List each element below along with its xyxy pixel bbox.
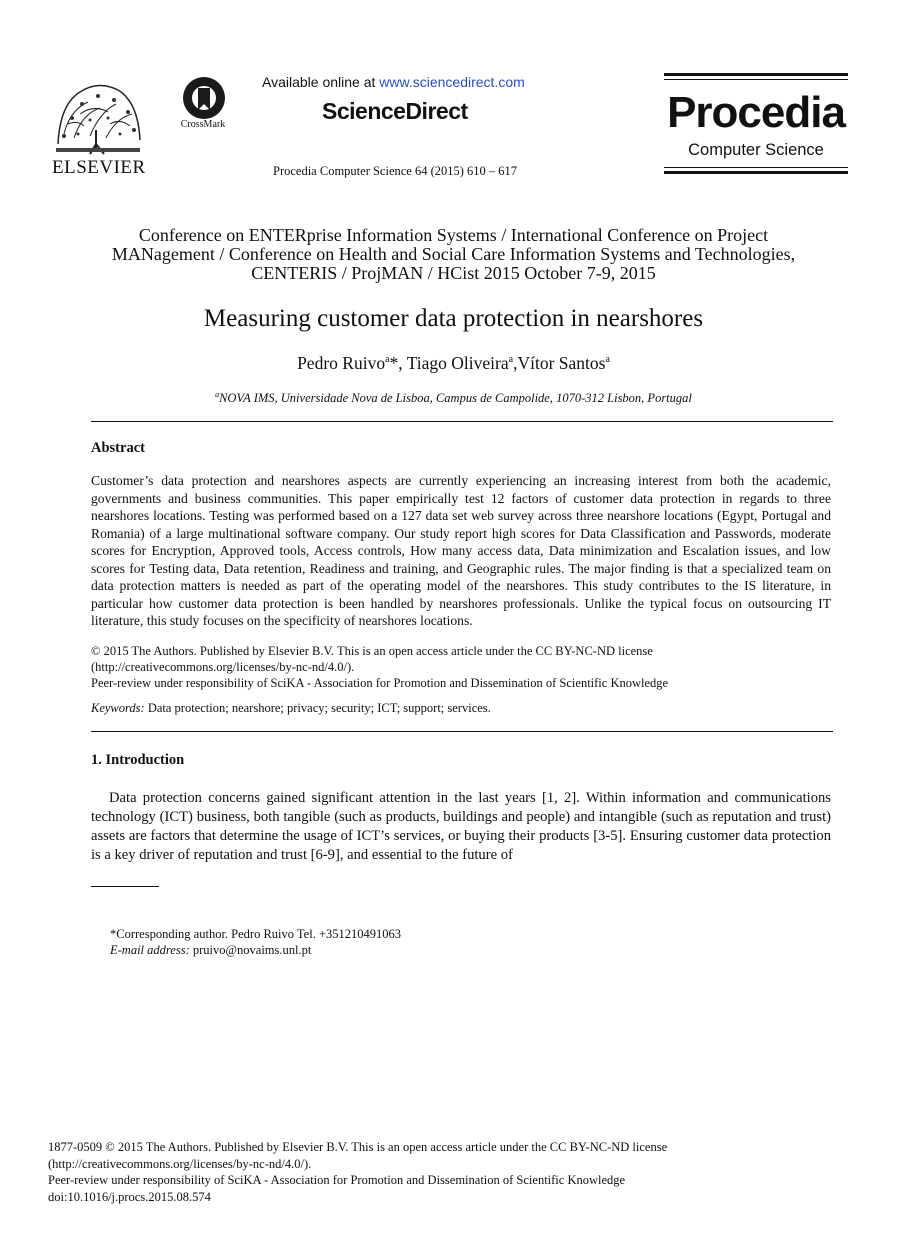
procedia-title: Procedia bbox=[667, 88, 845, 137]
divider bbox=[91, 421, 833, 422]
sciencedirect-link[interactable]: www.sciencedirect.com bbox=[379, 74, 525, 90]
affiliation: $^a$NOVA IMS, Universidade Nova de Lisboa, Campus de Campolide, 1070-312 Lisbon, Portugal bbox=[215, 390, 692, 406]
conference-info: Conference on ENTERprise Information Systems / International Conference on Project MANagement / Conference on Health and Social Care Information Systems and Technologies, CENTERIS / ProjMAN / HCist 2015 October 7-9, 2015 bbox=[111, 225, 796, 283]
doi[interactable]: doi:10.1016/j.procs.2015.08.574 bbox=[48, 1189, 211, 1204]
journal-reference: Procedia Computer Science 64 (2015) 610 – 617 bbox=[273, 164, 518, 178]
license-link[interactable]: (http://creativecommons.org/licenses/by-nc-nd/4.0/). bbox=[91, 660, 355, 674]
abstract-heading: Abstract bbox=[91, 440, 145, 456]
sciencedirect-wordmark: ScienceDirect bbox=[322, 98, 468, 124]
author-name: Pedro Ruivo bbox=[297, 353, 386, 373]
introduction-heading: 1. Introduction bbox=[91, 752, 185, 768]
author-list: Pedro Ruivo$^a$*, Tiago Oliveira$^a$,Vítor Santos$^a$ bbox=[297, 353, 610, 373]
corresponding-author-note: *Corresponding author. Pedro Ruivo Tel. +351210491063 bbox=[110, 927, 401, 941]
available-online: Available online at www.sciencedirect.com bbox=[262, 74, 525, 90]
procedia-logo bbox=[664, 73, 848, 175]
author-name: Tiago Oliveira bbox=[406, 353, 509, 373]
page-footer: 1877-0509 © 2015 The Authors. Published by Elsevier B.V. This is an open access article under the CC BY-NC-ND license (http://creativecommons.org/licenses/by-nc-nd/4.0/). Peer-review under responsibility of SciKA - Association for Promotion and Dissemination of Scientific Knowledge doi:10.1016/j.procs.2015.08.574 bbox=[48, 1139, 808, 1205]
author-name: Vítor Santos bbox=[517, 353, 606, 373]
keywords: Keywords: Data protection; nearshore; privacy; security; ICT; support; services. bbox=[91, 701, 491, 715]
elsevier-wordmark: ELSEVIER bbox=[52, 157, 146, 178]
footer-license-link[interactable]: (http://creativecommons.org/licenses/by-nc-nd/4.0/). bbox=[48, 1156, 312, 1171]
email-note: E-mail address: pruivo@novaims.unl.pt bbox=[110, 943, 312, 957]
divider bbox=[91, 731, 833, 732]
abstract-text: Customer’s data protection and nearshores aspects are currently experiencing an increasing interest from both the academic, governments and business communities. This paper empirically test 12 factors of customer data protection in regards to three nearshores locations. Testing was performed based on a 127 data set web survey across three nearshore locations (Egypt, Portugal and Romania) of a large multinational software company. Our study report high scores for Data Classification and Passwords, moderate scores for Encryption, Approved tools, Access controls, How many access data, Data minimization and Escalation issues, and low scores for Testing data, Data retention, Readiness and training, and Geographic rules. The major finding is that a specialized team on data protection matters is needed as part of the operating model of the nearshores. This study contributes to the IS literature, in particular how customer data protection is been handled by nearshores professionals. Unlike the typical focus on outsourcing IT literature, this study focuses on the specificity of nearshores locations. bbox=[91, 473, 831, 628]
footnote-rule bbox=[91, 886, 159, 887]
license-notice: © 2015 The Authors. Published by Elsevier B.V. This is an open access article under the CC BY-NC-ND license (http://creativecommons.org/licenses/by-nc-nd/4.0/). Peer-review under responsibility of SciKA - Association for Promotion and Dissemination of Scientific Knowledge bbox=[91, 644, 669, 690]
introduction-text: Data protection concerns gained significant attention in the last years [1, 2]. Within information and communications technology (ICT) business, both tangible (such as products, buildings and people) and intangible (such as reputation and trust) assets are factors that determine the usage of ICT’s services, or buying their products [3-5]. Ensuring customer data protection is a key driver of reputation and trust [6-9], and essential to the future of bbox=[91, 790, 831, 863]
paper-title: Measuring customer data protection in nearshores bbox=[203, 305, 704, 332]
procedia-subtitle: Computer Science bbox=[688, 141, 824, 159]
email-address[interactable]: pruivo@novaims.unl.pt bbox=[189, 943, 312, 957]
crossmark-label: CrossMark bbox=[180, 119, 226, 130]
